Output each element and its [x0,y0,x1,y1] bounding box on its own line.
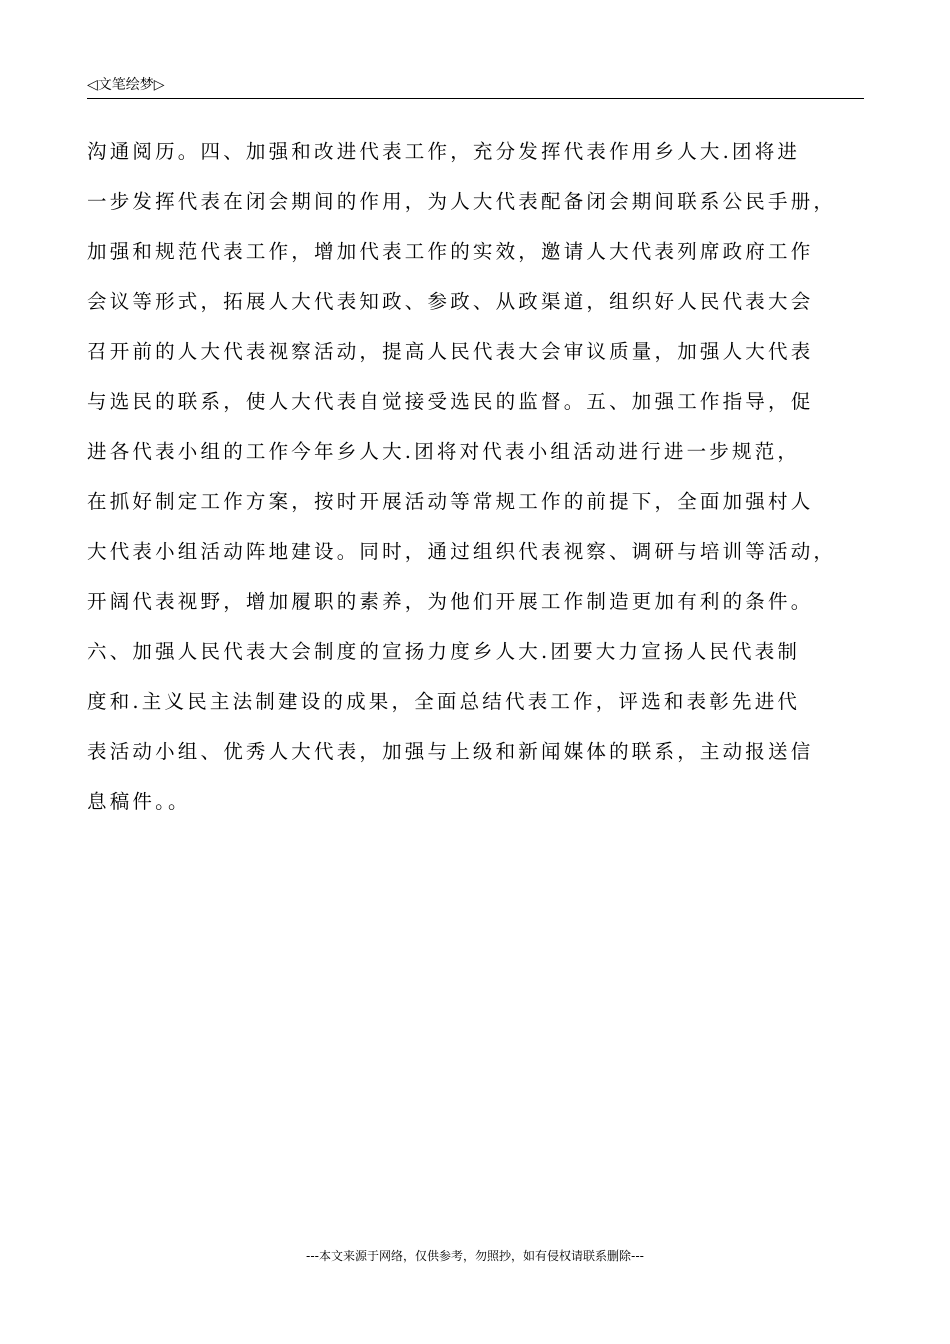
header-title: ◁文笔绘梦▷ [87,77,165,93]
body-line: 大代表小组活动阵地建设。同时，通过组织代表视察、调研与培训等活动， [87,540,837,563]
body-line: 召开前的人大代表视察活动，提高人民代表大会审议质量，加强人大代表 [87,340,814,363]
body-line: 与选民的联系，使人大代表自觉接受选民的监督。五、加强工作指导，促 [87,390,814,413]
body-line: 会议等形式，拓展人大代表知政、参政、从政渠道，组织好人民代表大会 [87,290,814,313]
body-line: 一步发挥代表在闭会期间的作用，为人大代表配备闭会期间联系公民手册， [87,190,837,213]
body-line: 息稿件。。 [87,790,191,813]
body-line: 度和.主义民主法制建设的成果，全面总结代表工作，评选和表彰先进代 [87,690,801,713]
page-header [87,74,864,99]
footer-notice: ---本文来源于网络，仅供参考，勿照抄，如有侵权请联系删除--- [306,1249,644,1263]
body-line: 开阔代表视野，增加履职的素养，为他们开展工作制造更加有利的条件。 [87,590,814,613]
document-body [87,132,865,832]
body-line: 六、加强人民代表大会制度的宣扬力度乡人大.团要大力宣扬人民代表制 [87,640,801,663]
body-line: 在抓好制定工作方案，按时开展活动等常规工作的前提下，全面加强村人 [87,490,814,513]
body-line: 沟通阅历。四、加强和改进代表工作，充分发挥代表作用乡人大.团将进 [87,140,801,163]
body-line: 加强和规范代表工作，增加代表工作的实效，邀请人大代表列席政府工作 [87,240,814,263]
body-line: 表活动小组、优秀人大代表，加强与上级和新闻媒体的联系，主动报送信 [87,740,814,763]
body-line: 进各代表小组的工作今年乡人大.团将对代表小组活动进行进一步规范， [87,440,801,463]
